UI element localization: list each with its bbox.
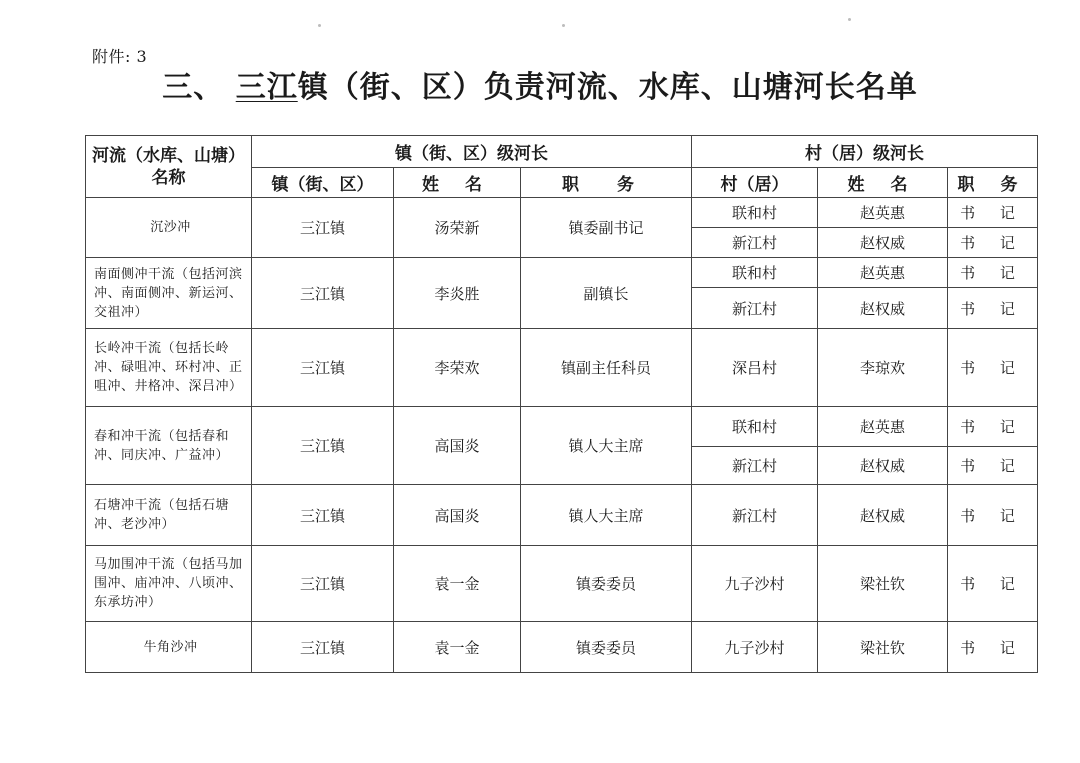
village-name: 新江村 bbox=[692, 288, 818, 329]
table-row bbox=[86, 407, 1038, 447]
town-chief-name: 高国炎 bbox=[394, 485, 521, 546]
village-chief-name: 梁社钦 bbox=[818, 546, 948, 622]
town-name: 三江镇 bbox=[252, 546, 394, 622]
village-chief-name: 赵权威 bbox=[818, 447, 948, 485]
village-name: 深吕村 bbox=[692, 329, 818, 407]
town-name: 三江镇 bbox=[252, 485, 394, 546]
river-name: 长岭冲干流（包括长岭冲、碌咀冲、环村冲、正咀冲、井格冲、深吕冲） bbox=[86, 329, 252, 407]
town-chief-duty: 镇人大主席 bbox=[521, 407, 692, 485]
village-chief-duty: 书 记 bbox=[948, 288, 1038, 329]
scan-speck bbox=[848, 18, 851, 21]
scan-speck bbox=[562, 24, 565, 27]
attachment-label: 附件: 3 bbox=[92, 47, 148, 66]
village-chief-duty: 书 记 bbox=[948, 198, 1038, 228]
village-chief-duty: 书 记 bbox=[948, 228, 1038, 258]
village-chief-duty: 书 记 bbox=[948, 407, 1038, 447]
village-chief-duty: 书 记 bbox=[948, 485, 1038, 546]
village-name: 联和村 bbox=[692, 407, 818, 447]
village-name: 九子沙村 bbox=[692, 622, 818, 673]
header-river-name: 河流（水库、山塘）名称 bbox=[86, 136, 252, 198]
table-row bbox=[86, 329, 1038, 407]
village-name: 新江村 bbox=[692, 447, 818, 485]
river-name: 沉沙冲 bbox=[86, 198, 252, 258]
town-name: 三江镇 bbox=[252, 198, 394, 258]
village-chief-duty: 书 记 bbox=[948, 258, 1038, 288]
town-chief-name: 袁一金 bbox=[394, 546, 521, 622]
village-chief-duty: 书 记 bbox=[948, 622, 1038, 673]
header-town-duty: 职 务 bbox=[521, 168, 692, 198]
town-chief-duty: 镇委委员 bbox=[521, 622, 692, 673]
title-prefix: 三、 bbox=[162, 70, 225, 105]
river-name: 牛角沙冲 bbox=[86, 622, 252, 673]
table-row bbox=[86, 485, 1038, 546]
table-row bbox=[86, 258, 1038, 288]
town-chief-duty: 副镇长 bbox=[521, 258, 692, 329]
village-chief-duty: 书 记 bbox=[948, 329, 1038, 407]
header-village-person: 姓 名 bbox=[818, 168, 948, 198]
village-chief-name: 赵英惠 bbox=[818, 407, 948, 447]
header-village: 村（居） bbox=[692, 168, 818, 198]
town-chief-name: 高国炎 bbox=[394, 407, 521, 485]
title-rest: 镇（街、区）负责河流、水库、山塘河长名单 bbox=[297, 70, 918, 105]
town-chief-duty: 镇委副书记 bbox=[521, 198, 692, 258]
village-name: 新江村 bbox=[692, 485, 818, 546]
header-town: 镇（街、区） bbox=[252, 168, 394, 198]
town-chief-duty: 镇人大主席 bbox=[521, 485, 692, 546]
river-name: 春和冲干流（包括春和冲、同庆冲、广益冲） bbox=[86, 407, 252, 485]
header-village-level-group: 村（居）级河长 bbox=[692, 136, 1038, 168]
page-title bbox=[0, 62, 1080, 106]
town-name: 三江镇 bbox=[252, 329, 394, 407]
header-town-person: 姓 名 bbox=[394, 168, 521, 198]
header-town-level-group: 镇（街、区）级河长 bbox=[252, 136, 692, 168]
village-chief-name: 梁社钦 bbox=[818, 622, 948, 673]
town-chief-name: 袁一金 bbox=[394, 622, 521, 673]
village-chief-name: 赵英惠 bbox=[818, 198, 948, 228]
river-name: 马加围冲干流（包括马加围冲、庙冲冲、八顷冲、东承坊冲） bbox=[86, 546, 252, 622]
town-name: 三江镇 bbox=[252, 407, 394, 485]
village-name: 新江村 bbox=[692, 228, 818, 258]
table-row bbox=[86, 622, 1038, 673]
river-name: 石塘冲干流（包括石塘冲、老沙冲） bbox=[86, 485, 252, 546]
village-name: 九子沙村 bbox=[692, 546, 818, 622]
village-chief-name: 赵权威 bbox=[818, 288, 948, 329]
town-chief-name: 李炎胜 bbox=[394, 258, 521, 329]
table-row bbox=[86, 198, 1038, 228]
village-chief-name: 赵英惠 bbox=[818, 258, 948, 288]
town-name: 三江镇 bbox=[252, 258, 394, 329]
village-chief-name: 赵权威 bbox=[818, 228, 948, 258]
town-chief-name: 李荣欢 bbox=[394, 329, 521, 407]
river-name: 南面侧冲干流（包括河滨冲、南面侧冲、新运河、交祖冲） bbox=[86, 258, 252, 329]
table-row bbox=[86, 546, 1038, 622]
header-village-duty: 职 务 bbox=[948, 168, 1038, 198]
scan-speck bbox=[318, 24, 321, 27]
village-name: 联和村 bbox=[692, 258, 818, 288]
river-chief-table bbox=[85, 135, 1038, 673]
village-chief-name: 李琼欢 bbox=[818, 329, 948, 407]
village-chief-name: 赵权威 bbox=[818, 485, 948, 546]
title-town-name: 三江 bbox=[235, 70, 298, 105]
village-name: 联和村 bbox=[692, 198, 818, 228]
town-chief-duty: 镇委委员 bbox=[521, 546, 692, 622]
town-chief-name: 汤荣新 bbox=[394, 198, 521, 258]
village-chief-duty: 书 记 bbox=[948, 546, 1038, 622]
village-chief-duty: 书 记 bbox=[948, 447, 1038, 485]
town-chief-duty: 镇副主任科员 bbox=[521, 329, 692, 407]
town-name: 三江镇 bbox=[252, 622, 394, 673]
